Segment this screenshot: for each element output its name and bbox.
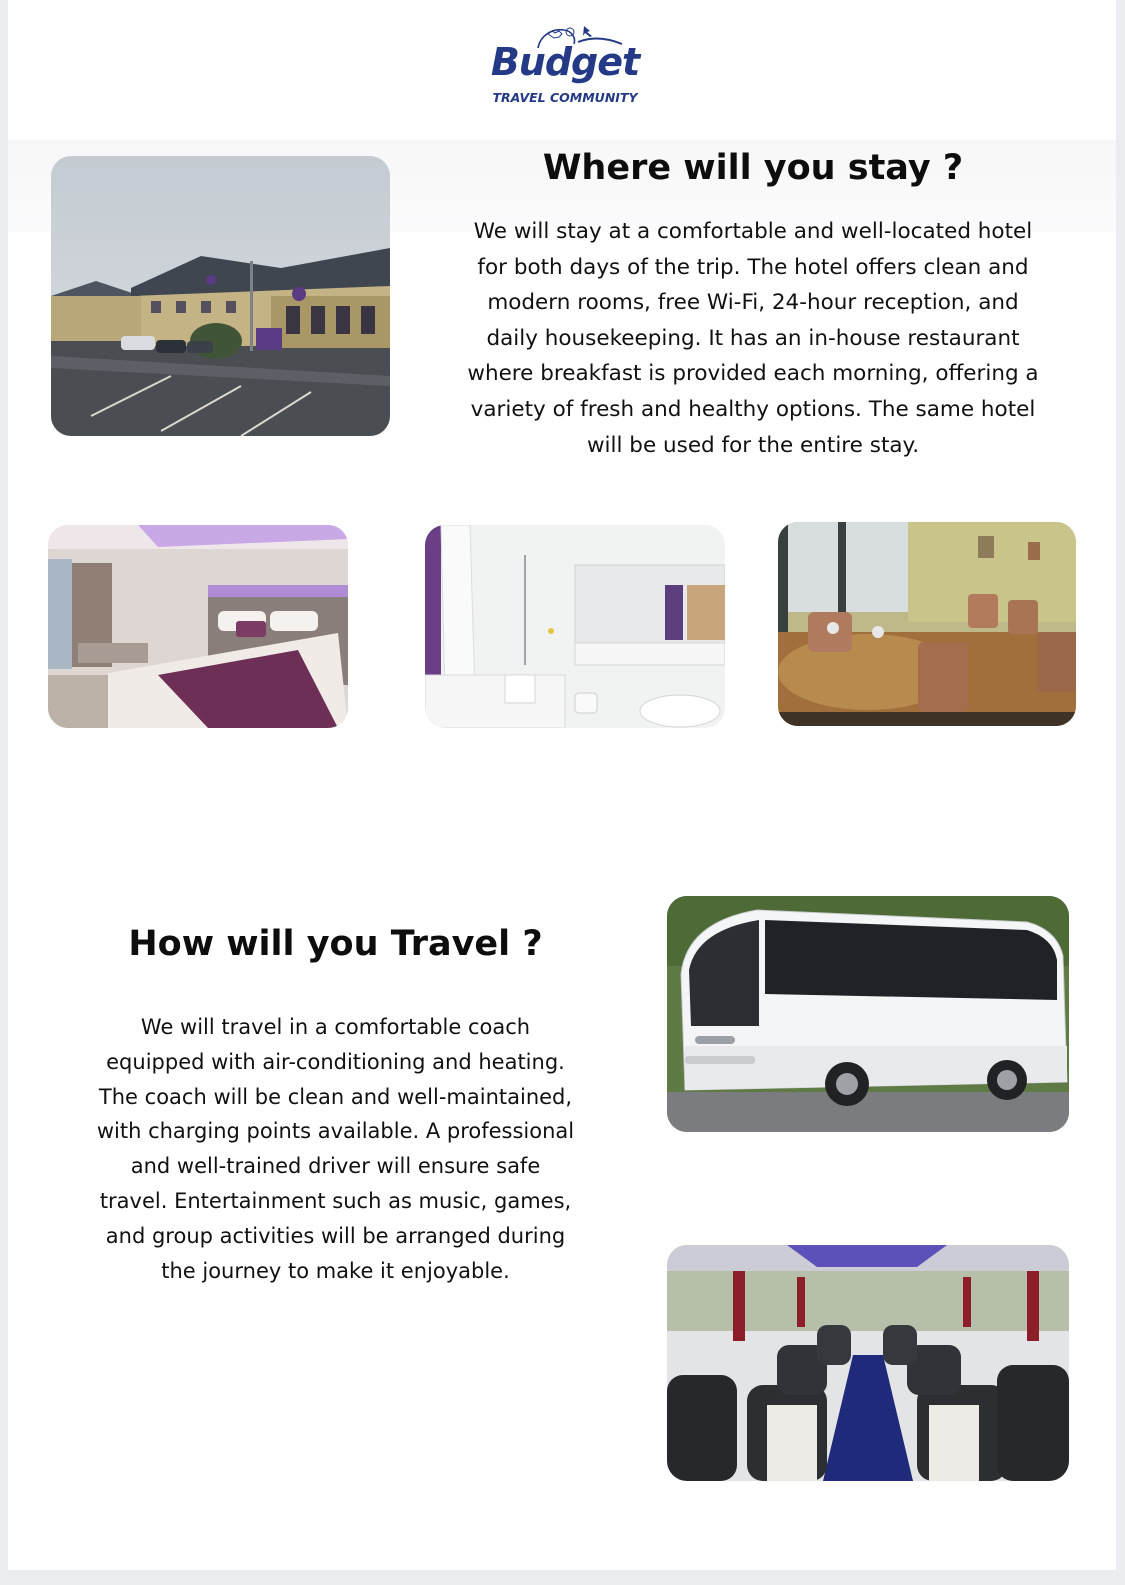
stay-description — [413, 214, 1093, 463]
page — [8, 0, 1116, 1570]
stay-line: We will stay at a comfortable and well-located hotel — [473, 219, 1033, 244]
travel-line: travel. Entertainment such as music, games, — [99, 1188, 572, 1213]
hotel-restaurant-photo — [778, 522, 1076, 726]
travel-line: with charging points available. A professional — [96, 1119, 575, 1144]
budget-logo — [470, 22, 660, 110]
stay-line: for both days of the trip. The hotel offers clean and — [477, 254, 1029, 280]
travel-line: We will travel in a comfortable coach — [140, 1015, 531, 1039]
stay-line: modern rooms, free Wi-Fi, 24-hour reception, and — [487, 290, 1019, 316]
stay-line: will be used for the entire stay. — [586, 432, 920, 458]
stay-line: daily housekeeping. It has an in-house restaurant — [486, 325, 1020, 351]
coach-interior-photo — [667, 1245, 1069, 1481]
travel-line: and group activities will be arranged during — [105, 1223, 566, 1248]
travel-line: The coach will be clean and well-maintained, — [98, 1084, 573, 1109]
travel-description — [48, 1010, 623, 1288]
coach-exterior-photo — [667, 896, 1069, 1132]
logo-tagline: TRAVEL COMMUNITY — [492, 90, 638, 105]
logo-wordmark: Budget — [490, 40, 640, 84]
hotel-exterior-photo — [51, 156, 390, 436]
travel-line: the journey to make it enjoyable. — [161, 1258, 510, 1283]
travel-heading: How will you Travel ? — [128, 924, 543, 964]
hotel-bathroom-photo — [425, 525, 725, 728]
travel-line: and well-trained driver will ensure safe — [130, 1154, 541, 1179]
stay-line: where breakfast is provided each morning, offering a — [467, 361, 1039, 387]
stay-line: variety of fresh and healthy options. The same hotel — [470, 396, 1036, 422]
travel-line: equipped with air-conditioning and heating. — [106, 1049, 565, 1074]
hotel-bedroom-photo — [48, 525, 348, 728]
stay-heading: Where will you stay ? — [542, 148, 964, 188]
